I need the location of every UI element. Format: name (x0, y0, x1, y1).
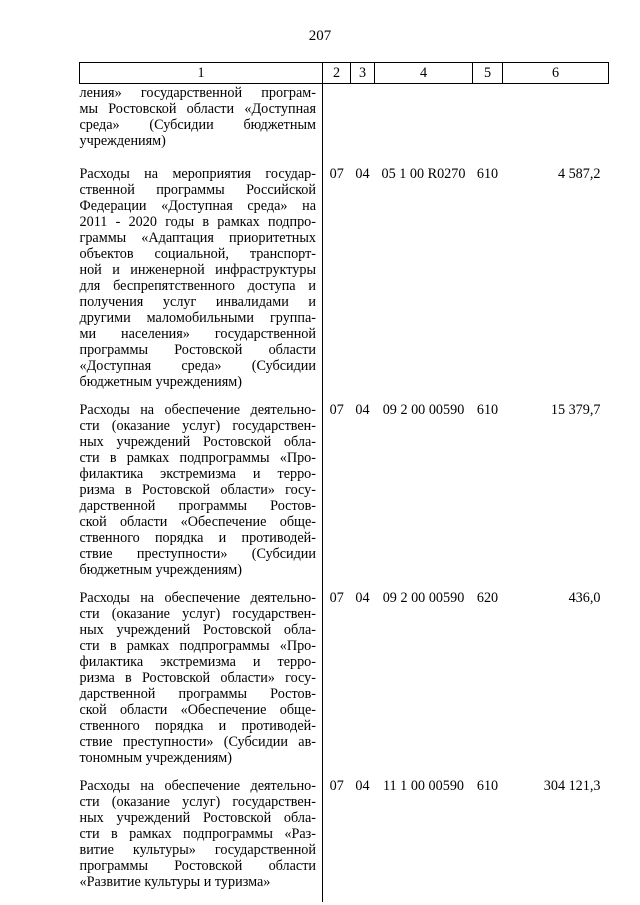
description-line: филактика экстремизма и терро- (79, 654, 316, 670)
description-line: ственного порядка и противодей- (79, 718, 316, 734)
subsection-code: 04 (355, 778, 370, 794)
expense-type-code: 610 (476, 778, 499, 794)
budget-table (79, 62, 609, 902)
amount (503, 84, 609, 167)
description-line: мы Ростовской области «Доступная (79, 101, 316, 117)
table-row (80, 778, 609, 902)
table-row (80, 402, 609, 590)
section-code: 07 (329, 166, 344, 182)
description-line: получения услуг инвалидами и (79, 294, 316, 310)
description-line: сти в рамках подпрограммы «Про- (79, 638, 316, 654)
column-header-5: 5 (473, 63, 503, 84)
description-line: программы Ростовской области (79, 858, 316, 874)
description-line: Расходы на обеспечение деятельно- (79, 778, 316, 794)
description-line: Федерации «Доступная среда» на (79, 198, 316, 214)
description-line: сти в рамках подпрограммы «Раз- (79, 826, 316, 842)
column-header-4: 4 (375, 63, 473, 84)
description-line: филактика экстремизма и терро- (79, 466, 316, 482)
description-line: ствие преступности» (Субсидии ав- (79, 734, 316, 750)
expense-description-text (80, 590, 317, 766)
description-line: «Доступная среда» (Субсидии (79, 358, 316, 374)
description-line: бюджетным учреждениям) (79, 374, 242, 390)
description-line: ской области «Обеспечение обще- (79, 702, 316, 718)
target-article-code (375, 84, 473, 167)
section-code: 07 (329, 590, 344, 606)
amount: 436,0 (568, 590, 601, 606)
expense-description-text (80, 166, 317, 390)
target-article-code: 11 1 00 00590 (382, 778, 465, 794)
table-row (80, 166, 609, 402)
table-row (80, 590, 609, 778)
expense-description (80, 402, 323, 590)
description-line: дарственной программы Ростов- (79, 498, 316, 514)
description-line: сти (оказание услуг) государствен- (79, 606, 316, 622)
description-line: Расходы на мероприятия государ- (79, 166, 316, 182)
expense-description (80, 590, 323, 778)
amount: 304 121,3 (543, 778, 601, 794)
subsection-code: 04 (355, 590, 370, 606)
description-line: витие культуры» государственной (79, 842, 316, 858)
description-line: ризма в Ростовской области» госу- (79, 670, 316, 686)
description-line: бюджетным учреждениям) (79, 562, 242, 578)
description-line: ственного порядка и противодей- (79, 530, 316, 546)
column-header-1: 1 (80, 63, 323, 84)
column-header-3: 3 (351, 63, 375, 84)
description-line: тономным учреждениям) (79, 750, 233, 766)
expense-type-code: 610 (476, 402, 499, 418)
expense-type-code: 620 (476, 590, 499, 606)
expense-description (80, 84, 323, 167)
description-line: ской области «Обеспечение обще- (79, 514, 316, 530)
subsection-code: 04 (355, 402, 370, 418)
description-line: сти (оказание услуг) государствен- (79, 418, 316, 434)
expense-type-code (473, 84, 503, 167)
description-line: ных учреждений Ростовской обла- (79, 434, 316, 450)
description-line: «Развитие культуры и туризма» (79, 874, 271, 890)
description-line: ственной программы Российской (79, 182, 316, 198)
description-line: граммы «Адаптация приоритетных (79, 230, 316, 246)
description-line: ми населения» государственной (79, 326, 316, 342)
section-code: 07 (329, 402, 344, 418)
expense-description (80, 166, 323, 402)
section-code: 07 (329, 778, 344, 794)
description-line: Расходы на обеспечение деятельно- (79, 590, 316, 606)
description-line: ствие преступности» (Субсидии (79, 546, 316, 562)
description-line: учреждениям) (79, 133, 166, 149)
description-line: сти в рамках подпрограммы «Про- (79, 450, 316, 466)
subsection-code: 04 (355, 166, 370, 182)
description-line: другими маломобильными группа- (79, 310, 316, 326)
description-line: ных учреждений Ростовской обла- (79, 622, 316, 638)
table-row (80, 84, 609, 167)
target-article-code: 05 1 00 R0270 (381, 166, 466, 182)
description-line: ных учреждений Ростовской обла- (79, 810, 316, 826)
column-number-header-row (80, 63, 609, 84)
column-header-6: 6 (503, 63, 609, 84)
subsection-code (351, 84, 375, 167)
amount: 15 379,7 (550, 402, 601, 418)
amount: 4 587,2 (557, 166, 601, 182)
description-line: дарственной программы Ростов- (79, 686, 316, 702)
section-code (323, 84, 351, 167)
description-line: объектов социальной, транспорт- (79, 246, 316, 262)
target-article-code: 09 2 00 00590 (382, 402, 465, 418)
expense-type-code: 610 (476, 166, 499, 182)
expense-description-text (80, 402, 317, 578)
page-number: 207 (308, 28, 332, 44)
expense-description-text (80, 85, 317, 149)
description-line: ризма в Ростовской области» госу- (79, 482, 316, 498)
description-line: для беспрепятственного доступа и (79, 278, 316, 294)
description-line: ления» государственной програм- (79, 85, 316, 101)
description-line: программы Ростовской области (79, 342, 316, 358)
expense-description-text (80, 778, 317, 890)
column-header-2: 2 (323, 63, 351, 84)
description-line: сти (оказание услуг) государствен- (79, 794, 316, 810)
description-line: среда» (Субсидии бюджетным (79, 117, 316, 133)
description-line: 2011 - 2020 годы в рамках подпро- (79, 214, 316, 230)
expense-description (80, 778, 323, 902)
target-article-code: 09 2 00 00590 (382, 590, 465, 606)
description-line: ной и инженерной инфраструктуры (79, 262, 316, 278)
description-line: Расходы на обеспечение деятельно- (79, 402, 316, 418)
